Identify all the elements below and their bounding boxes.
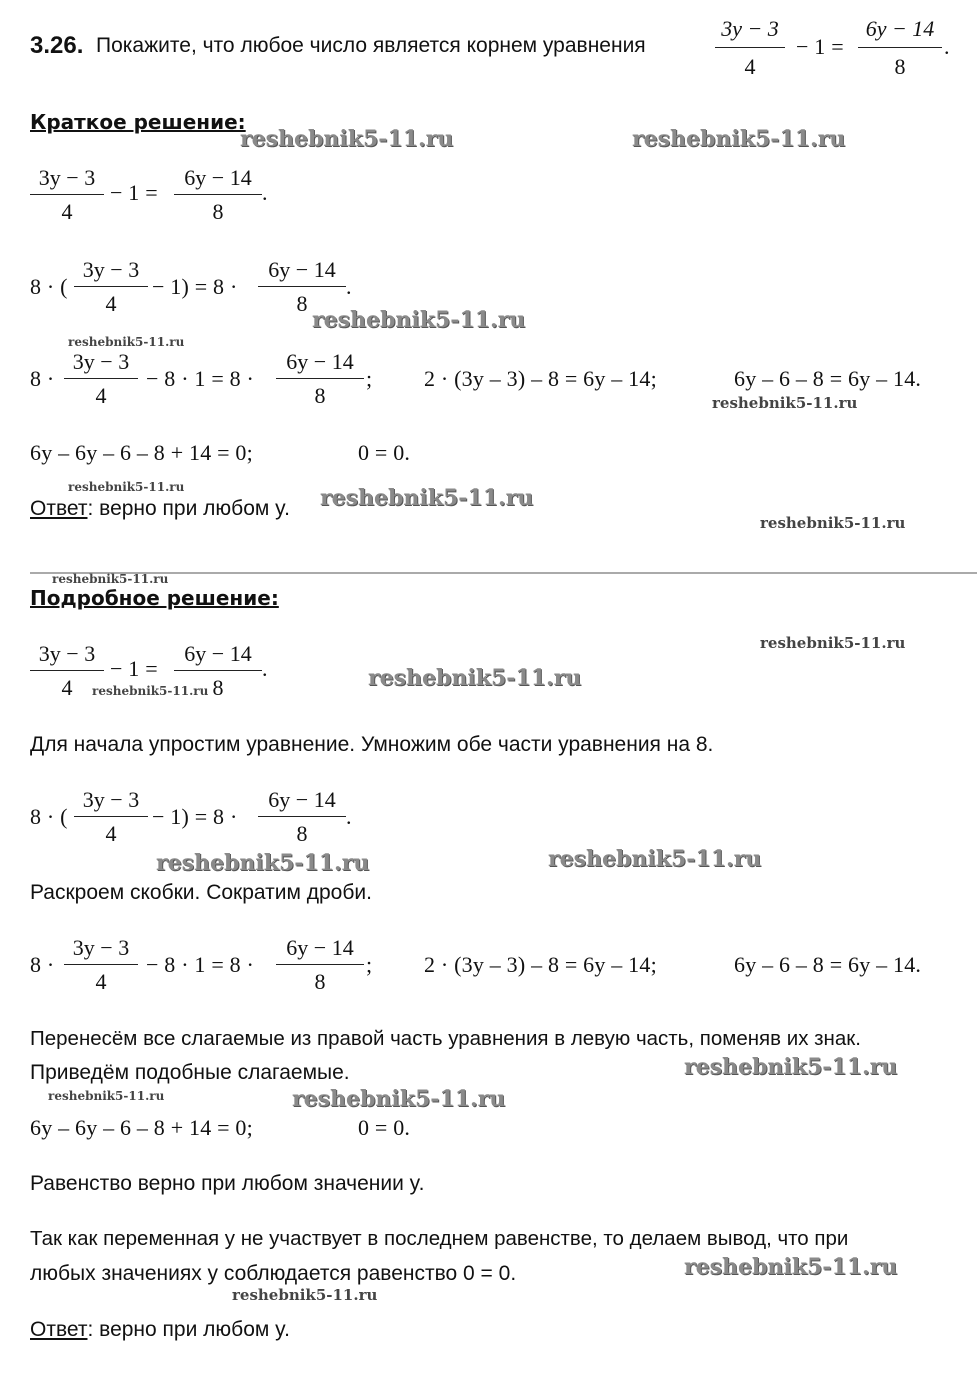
denominator: 4: [61, 675, 73, 700]
short-eq3-fraction-left: [64, 349, 138, 413]
detailed-eq2-pre: 8 · (: [30, 804, 68, 829]
watermark: reshebnik5-11.ru: [48, 1089, 165, 1103]
numerator: 6y − 14: [184, 641, 252, 666]
short-eq2-pre: 8 · (: [30, 274, 68, 299]
numerator: 6y − 14: [184, 165, 252, 190]
detailed-eq1-mid: − 1 =: [110, 656, 158, 681]
denominator: 8: [212, 675, 224, 700]
denominator: 8: [296, 821, 308, 846]
detailed-p1: Для начала упростим уравнение. Умножим обе части уравнения на 8.: [30, 733, 714, 756]
numerator: 3y − 3: [72, 935, 130, 960]
detailed-p5b: любых значениях y соблюдается равенство 0 = 0.: [30, 1262, 517, 1285]
detailed-eq2-mid: − 1) = 8 ·: [152, 804, 238, 829]
numerator: 6y − 14: [865, 16, 935, 41]
detailed-eq3-pre: 8 ·: [30, 952, 55, 977]
watermark: reshebnik5-11.ru: [684, 1254, 898, 1280]
watermark: reshebnik5-11.ru: [68, 480, 185, 494]
watermark: reshebnik5-11.ru: [52, 572, 169, 586]
watermark: reshebnik5-11.ru: [760, 514, 906, 532]
problem-fraction-right: [858, 16, 942, 86]
watermark: reshebnik5-11.ru: [156, 850, 370, 876]
denominator: 8: [894, 54, 906, 79]
short-eq1-mid: − 1 =: [110, 180, 158, 205]
watermark: reshebnik5-11.ru: [232, 1286, 378, 1304]
denominator: 4: [95, 383, 107, 408]
watermark: reshebnik5-11.ru: [684, 1054, 898, 1080]
short-eq4a: 6y – 6y – 6 – 8 + 14 = 0;: [30, 440, 253, 465]
detailed-eq4a: 6y – 6y – 6 – 8 + 14 = 0;: [30, 1115, 253, 1140]
watermark: reshebnik5-11.ru: [368, 665, 582, 691]
short-eq3-end: ;: [366, 366, 373, 391]
detailed-eq2-end: .: [346, 804, 352, 829]
numerator: 3y − 3: [82, 257, 140, 282]
detailed-p5a: Так как переменная y не участвует в последнем равенстве, то делаем вывод, что при: [30, 1227, 849, 1250]
watermark: reshebnik5-11.ru: [240, 126, 454, 152]
short-answer: [30, 497, 290, 521]
watermark: reshebnik5-11.ru: [312, 307, 526, 333]
denominator: 8: [314, 383, 326, 408]
watermark: reshebnik5-11.ru: [760, 634, 906, 652]
denominator: 4: [105, 291, 117, 316]
short-eq2-end: .: [346, 274, 352, 299]
answer-text: : верно при любом y.: [87, 1318, 290, 1341]
numerator: 3y − 3: [38, 641, 96, 666]
numerator: 3y − 3: [38, 165, 96, 190]
watermark: reshebnik5-11.ru: [92, 684, 209, 698]
short-eq3-pre: 8 ·: [30, 366, 55, 391]
problem-eq-end: .: [944, 34, 950, 59]
numerator: 3y − 3: [721, 16, 779, 41]
problem-fraction-left: [715, 16, 785, 86]
detailed-eq2-fraction-right: [258, 787, 346, 851]
detailed-eq3c: 6y – 6 – 8 = 6y – 14.: [734, 952, 922, 977]
numerator: 6y − 14: [286, 349, 354, 374]
detailed-eq1-end: .: [262, 656, 268, 681]
answer-label: Ответ: [30, 497, 88, 520]
denominator: 4: [744, 54, 756, 79]
denominator: 4: [61, 199, 73, 224]
watermark: reshebnik5-11.ru: [68, 335, 185, 349]
answer-label: Ответ: [30, 1318, 88, 1341]
detailed-eq3-fraction-left: [64, 935, 138, 999]
problem-eq-mid: − 1 =: [796, 34, 844, 59]
short-eq2-fraction-left: [74, 257, 148, 321]
short-eq1-fraction-left: [30, 165, 104, 229]
detailed-eq3-end: ;: [366, 952, 373, 977]
denominator: 8: [296, 291, 308, 316]
short-heading: Краткое решение:: [30, 110, 246, 134]
numerator: 6y − 14: [268, 257, 336, 282]
watermark: reshebnik5-11.ru: [632, 126, 846, 152]
detailed-p3a: Перенесём все слагаемые из правой часть уравнения в левую часть, поменяв их знак.: [30, 1027, 861, 1050]
short-eq1-fraction-right: [174, 165, 262, 229]
denominator: 8: [212, 199, 224, 224]
watermark: reshebnik5-11.ru: [320, 485, 534, 511]
detailed-eq3-fraction-right: [276, 935, 364, 999]
detailed-eq4b: 0 = 0.: [358, 1115, 411, 1140]
section-divider: [30, 572, 977, 574]
watermark: reshebnik5-11.ru: [292, 1086, 506, 1112]
short-eq3c: 6y – 6 – 8 = 6y – 14.: [734, 366, 922, 391]
detailed-eq3b: 2 · (3y – 3) – 8 = 6y – 14;: [424, 952, 657, 977]
short-eq3b: 2 · (3y – 3) – 8 = 6y – 14;: [424, 366, 657, 391]
short-eq3-mid: − 8 · 1 = 8 ·: [146, 366, 255, 391]
watermark: reshebnik5-11.ru: [712, 394, 858, 412]
denominator: 4: [105, 821, 117, 846]
numerator: 6y − 14: [268, 787, 336, 812]
detailed-heading: Подробное решение:: [30, 586, 279, 610]
problem-number: 3.26.: [30, 32, 84, 59]
detailed-eq2-fraction-left: [74, 787, 148, 851]
numerator: 3y − 3: [72, 349, 130, 374]
answer-text: : верно при любом y.: [87, 497, 290, 520]
problem-text: Покажите, что любое число является корнем уравнения: [96, 34, 646, 57]
short-eq2-mid: − 1) = 8 ·: [152, 274, 238, 299]
detailed-answer: [30, 1318, 290, 1342]
short-eq4b: 0 = 0.: [358, 440, 411, 465]
detailed-eq3-mid: − 8 · 1 = 8 ·: [146, 952, 255, 977]
numerator: 3y − 3: [82, 787, 140, 812]
watermark: reshebnik5-11.ru: [548, 846, 762, 872]
detailed-p3b: Приведём подобные слагаемые.: [30, 1061, 350, 1084]
short-eq1-end: .: [262, 180, 268, 205]
detailed-p2: Раскроем скобки. Сократим дроби.: [30, 881, 372, 904]
short-eq3-fraction-right: [276, 349, 364, 413]
denominator: 8: [314, 969, 326, 994]
denominator: 4: [95, 969, 107, 994]
numerator: 6y − 14: [286, 935, 354, 960]
detailed-p4: Равенство верно при любом значении y.: [30, 1172, 425, 1195]
